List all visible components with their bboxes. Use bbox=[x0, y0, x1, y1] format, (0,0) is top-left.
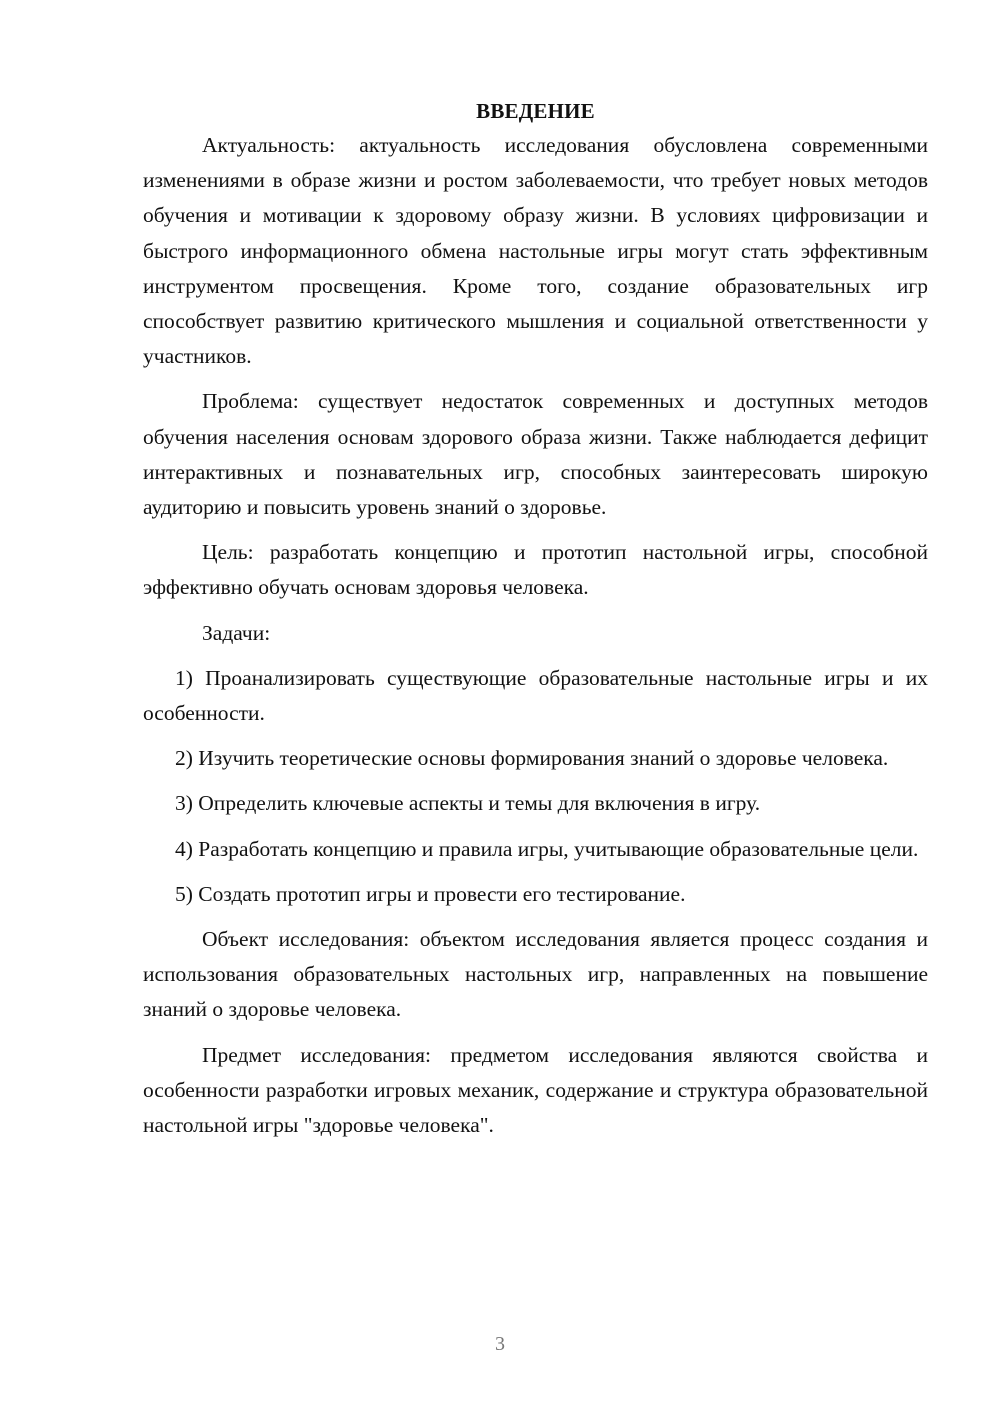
document-page bbox=[143, 95, 928, 1143]
task-item-2: 2) Изучить теоретические основы формирования знаний о здоровье человека. bbox=[175, 746, 889, 771]
page-title: ВВЕДЕНИЕ bbox=[476, 99, 595, 123]
paragraph-subject: Предмет исследования: предметом исследования являются свойства и особенности разработки игровых механик, содержание и структура образовательной настольной игры "здоровье человека". bbox=[143, 1042, 928, 1138]
task-item-3: 3) Определить ключевые аспекты и темы для включения в игру. bbox=[175, 791, 761, 816]
paragraph-problem: Проблема: существует недостаток современных и доступных методов обучения населения основам здорового образа жизни. Также наблюдается дефицит интерактивных и познавательных игр, способных заинтересовать широкую аудиторию и повысить уровень знаний о здоровье. bbox=[143, 389, 928, 520]
tasks-heading: Задачи: bbox=[202, 620, 271, 645]
task-item-1: 1) Проанализировать существующие образовательные настольные игры и их особенности. bbox=[143, 665, 928, 726]
paragraph-object: Объект исследования: объектом исследования является процесс создания и использования образовательных настольных игр, направленных на повышение знаний о здоровье человека. bbox=[143, 927, 928, 1022]
paragraph-goal: Цель: разработать концепцию и прототип настольной игры, способной эффективно обучать основам здоровья человека. bbox=[143, 540, 928, 600]
task-item-5: 5) Создать прототип игры и провести его тестирование. bbox=[175, 881, 686, 906]
paragraph-relevance: Актуальность: актуальность исследования обусловлена современными изменениями в образе жизни и ростом заболеваемости, что требует новых методов обучения и мотивации к здоровому образу жизни. В условиях цифровизации и быстрого информационного обмена настольные игры могут стать эффективным инструментом просвещения. Кроме того, создание образовательных игр способствует развитию критического мышления и социальной ответственности у участников. bbox=[143, 133, 928, 369]
task-item-4: 4) Разработать концепцию и правила игры, учитывающие образовательные цели. bbox=[175, 836, 919, 861]
page-number: 3 bbox=[495, 1333, 505, 1355]
